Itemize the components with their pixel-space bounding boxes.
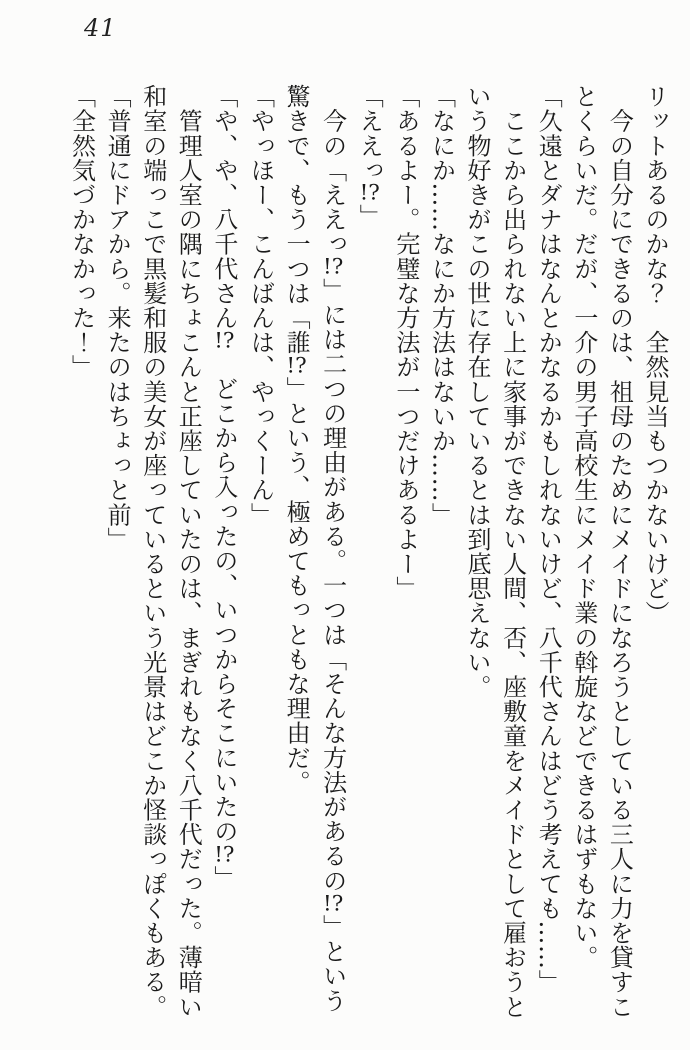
text-line: 「ええっ!?」 [355,84,384,229]
text-line: 「や、や、八千代さん!? どこから入ったの、いつからそこにいたの!?」 [209,84,238,890]
exclamation-question-mark: !? [323,256,344,278]
text-line: 今の自分にできるのは、祖母のためにメイドになろうとしている三人に力を貸すこ [605,84,634,1019]
exclamation-question-mark: !? [214,330,235,352]
text-line: いう物好きがこの世に存在しているとは到底思えない。 [463,84,492,699]
exclamation-question-mark: !? [323,892,344,915]
text-line: 今の「ええっ!?」には二つの理由がある。一つは「そんな方法があるの!?」という [318,84,347,1013]
novel-text [63,84,672,1026]
text-line: 「普通にドアから。来たのはちょっと前」 [103,84,132,552]
text-line: リットあるのかな？ 全然見当もつかないけど） [641,84,669,626]
text-line: とくらいだ。だが、一介の男子高校生にメイド業の斡旋などできるはずもない。 [569,84,598,970]
exclamation-question-mark: !? [286,354,307,377]
text-line: 「全然気づかなかった！」 [67,84,96,380]
text-line: 「やっほー、こんばんは、やっくーん」 [246,84,275,527]
text-line: 「久遠とダナはなんとかなるかもしれないけど、八千代さんはどう考えても……」 [534,84,563,995]
page-number: 41 [84,14,117,42]
text-line: ここから出られない上に家事ができない人間、否、座敷童をメイドとして雇おうと [498,84,527,1019]
text-line: 驚きで、もう一つは「誰!?」という、極めてもっともな理由だ。 [282,84,311,795]
exclamation-question-mark: !? [359,182,380,204]
text-line: 管理人室の隅にちょこんと正座していたのは、まぎれもなく八千代だった。薄暗い [174,84,203,1019]
text-line: 和室の端っこで黒髪和服の美女が座っているという光景はどこか怪談っぽくもある。 [138,84,167,1019]
text-line: 「あるよー。完璧な方法が一つだけあるよー」 [391,84,420,601]
exclamation-question-mark: !? [214,843,235,866]
text-line: 「なにか……なにか方法はないか……」 [427,84,456,527]
